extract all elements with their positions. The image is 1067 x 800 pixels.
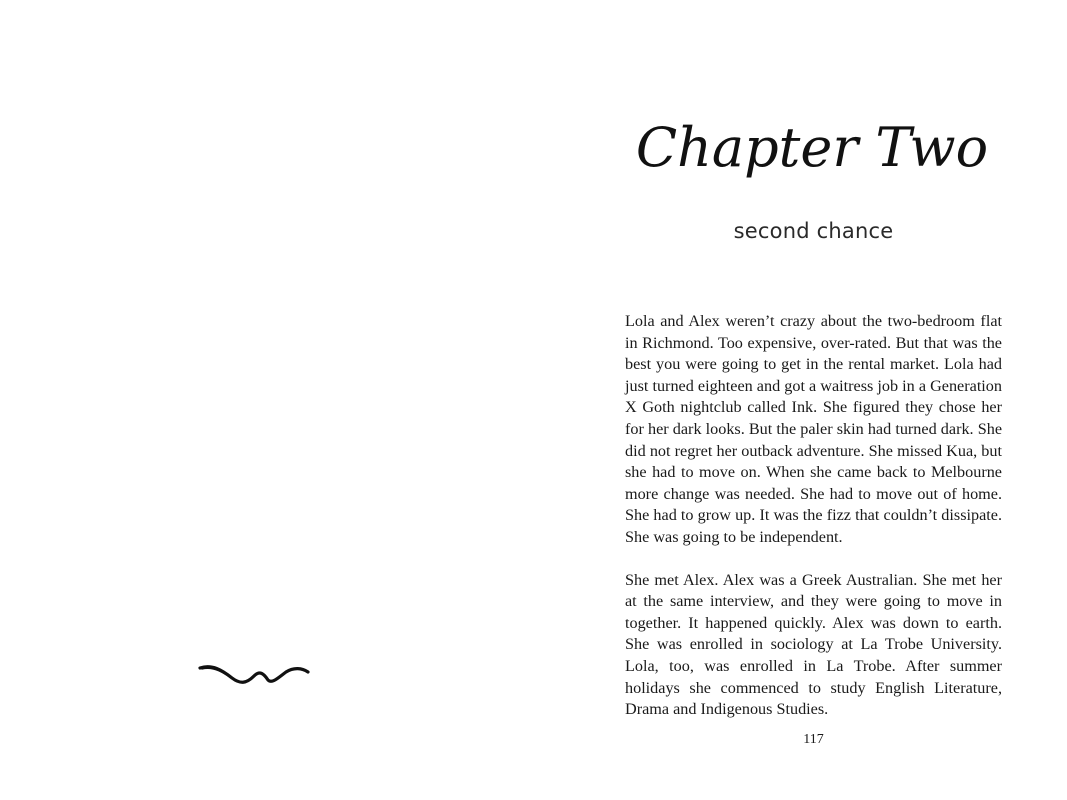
body-paragraph: She met Alex. Alex was a Greek Australian. She met her at the same interview, and they were going to move in together. It happened quickly. Alex was down to earth. She was enrolled in sociology at La Trobe University. Lola, too, was enrolled in La Trobe. After summer holidays she commenced to study English Literature, Drama and Indigenous Studies. [625,570,1002,719]
page-number: 117 [803,732,824,747]
chapter-body [625,311,1002,742]
chapter-subtitle: second chance [733,219,894,243]
body-paragraph: Lola and Alex weren’t crazy about the two-bedroom flat in Richmond. Too expensive, over-rated. But that was the best you were going to get in the rental market. Lola had just turned eighteen and got a waitress job in a Generation X Goth nightclub called Ink. She figured they chose her for her dark looks. But the paler skin had turned dark. She did not regret her outback adventure. She missed Kua, but she had to move on. When she came back to Melbourne more change was needed. She had to move out of home. She had to grow up. It was the fizz that couldn’t dissipate. She was going to be independent. [625,312,1002,546]
chapter-title [612,110,1012,190]
left-page [0,0,533,800]
swash-flourish-icon [198,660,310,690]
chapter-title-text: Chapter Two [635,116,989,179]
